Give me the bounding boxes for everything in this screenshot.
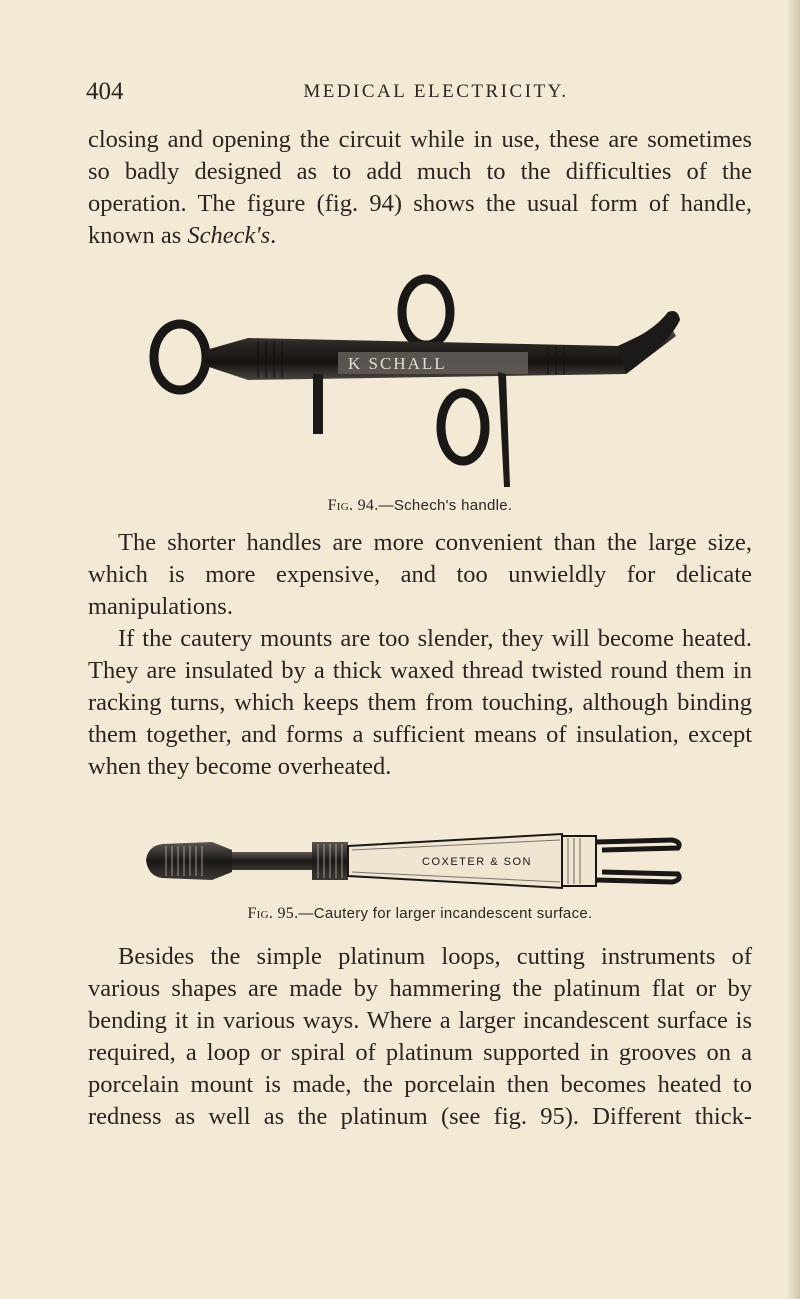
fig95-illustration [142,830,684,892]
fig94-label: Fig. 94. [327,497,379,514]
paragraph-1 [88,124,752,252]
running-head-title: MEDICAL ELECTRICITY. [303,81,569,102]
fig95-engraving: COXETER & SON [422,856,532,868]
paragraph-4: Besides the simple platinum loops, cutting instruments of various shapes are made by hammering the platinum flat or by bending it in various ways. Where a larger incandescent surface is required, a loop or spiral of platinum supported in grooves on a porcelain mount is made, the porcelain then becomes heated to redness as well as the platinum (see fig. 95). Different thick- [88,943,752,1130]
paragraph-1-end: . [270,222,277,249]
fig94-hook [618,311,680,374]
fig95-label: Fig. 95. [247,905,299,922]
fig95-caption-text: —Cautery for larger incandescent surface. [298,905,593,922]
fig95-caption [88,905,752,923]
fig94-trigger-stem [313,374,323,434]
fig95-left-handle [146,842,232,880]
paragraph-3: If the cautery mounts are too slender, they will become heated. They are insulated by a thick waxed thread twisted round them in racking turns, which keeps them from touching, although binding them together, and forms a sufficient means of insulation, except when they become overheated. [88,625,752,780]
fig94-top-ring [402,279,450,345]
paragraph-1-italic: Scheck's [187,222,271,249]
fig94-left-ring [154,324,206,390]
fig94-spur [498,372,510,487]
fig95-tip-housing [562,836,596,886]
fig95-platinum-loop-lower [596,872,679,882]
page-edge-shadow [786,0,800,1299]
running-head [86,78,746,108]
fig94-bottom-ring [441,393,485,461]
fig94-caption [88,497,752,515]
fig94-engraving: K SCHALL [348,354,447,373]
paragraph-2: The shorter handles are more convenient than the large size, which is more expensive, and too unwieldly for delicate manipulations. [88,529,752,620]
fig94-caption-text: —Schech's handle. [378,497,513,514]
paragraph-1-text: closing and opening the circuit while in use, these are sometimes so badly designed as to add much to the difficulties of the operation. The figure (fig. 94) shows the usual form of handle, known as [88,126,752,249]
page-number: 404 [86,78,124,105]
fig95-shaft [232,852,312,870]
fig95-platinum-loop [596,840,679,850]
fig94-illustration [148,262,688,490]
